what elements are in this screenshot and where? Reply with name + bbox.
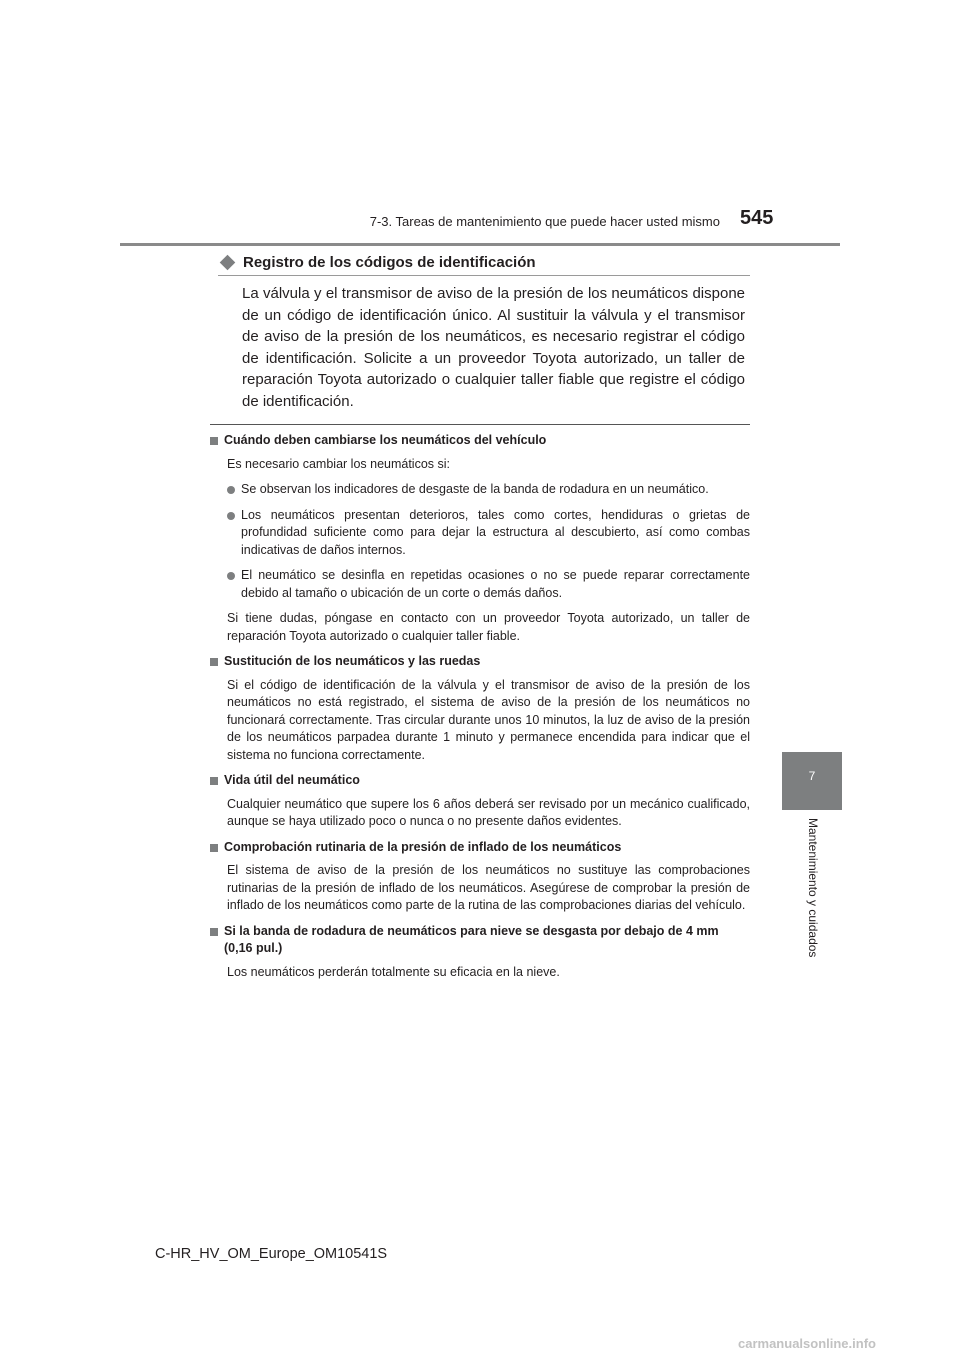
- note-title: Cuándo deben cambiarse los neumáticos del vehículo: [224, 433, 547, 447]
- section-divider: [210, 424, 750, 425]
- note-heading: [210, 839, 750, 857]
- round-bullet-icon: [227, 512, 235, 520]
- note-heading: [210, 772, 750, 790]
- square-bullet-icon: [210, 437, 218, 445]
- document-code: C-HR_HV_OM_Europe_OM10541S: [155, 1246, 388, 1262]
- diamond-icon: [220, 255, 236, 271]
- round-bullet-icon: [227, 572, 235, 580]
- header-rule: [120, 243, 840, 246]
- subsection-title: Registro de los códigos de identificación: [243, 254, 536, 271]
- running-header: 7-3. Tareas de mantenimiento que puede hacer usted mismo: [369, 214, 720, 229]
- note-title: Vida útil del neumático: [224, 773, 360, 787]
- subsection-heading: [218, 254, 750, 276]
- note-heading: [210, 923, 750, 958]
- note-title: Comprobación rutinaria de la presión de inflado de los neumáticos: [224, 839, 622, 854]
- note-title: Sustitución de los neumáticos y las ruedas: [224, 654, 481, 668]
- list-item: [227, 567, 750, 602]
- chapter-label: Mantenimiento y cuidados: [806, 818, 820, 958]
- square-bullet-icon: [210, 928, 218, 936]
- list-item-text: Se observan los indicadores de desgaste de la banda de rodadura en un neumático.: [241, 482, 709, 496]
- note-outro: Si tiene dudas, póngase en contacto con un proveedor Toyota autorizado, un taller de reparación Toyota autorizado o cualquier taller fiable.: [227, 611, 750, 643]
- chapter-tab: 7: [782, 752, 842, 810]
- note-heading: [210, 653, 750, 671]
- note-title: Si la banda de rodadura de neumáticos para nieve se desgasta por debajo de 4 mm (0,16 pul.): [224, 923, 719, 955]
- note-intro: Es necesario cambiar los neumáticos si:: [227, 456, 451, 471]
- square-bullet-icon: [210, 777, 218, 785]
- note-body: Si el código de identificación de la válvula y el transmisor de aviso de la presión de los neumáticos no está registrado, el sistema de aviso de la presión de los neumáticos no funcionará correctamente. Tras circular durante unos 10 minutos, la luz de aviso de la presión de los neumáticos parpadea durante 1 minuto y permanece encendida para indicar que el sistema no funciona correctamente.: [227, 677, 750, 762]
- list-item: [227, 481, 750, 499]
- square-bullet-icon: [210, 658, 218, 666]
- page-number: 545: [740, 207, 774, 229]
- list-item-text: El neumático se desinfla en repetidas ocasiones o no se puede reparar correctamente debido al tamaño o ubicación de un corte o demás daños.: [241, 568, 750, 600]
- subsection-body: La válvula y el transmisor de aviso de la presión de los neumáticos dispone de un código de identificación único. Al sustituir la válvula y el transmisor de aviso de la presión de los neumáticos, es necesario registrar el código de identificación. Solicite a un proveedor Toyota autorizado, un taller de reparación Toyota autorizado o cualquier taller fiable que registre el código de identificación.: [242, 285, 745, 410]
- list-item: [227, 507, 750, 560]
- square-bullet-icon: [210, 844, 218, 852]
- round-bullet-icon: [227, 486, 235, 494]
- note-body: El sistema de aviso de la presión de los neumáticos no sustituye las comprobaciones rutinarias de la presión de inflado de los neumáticos. Asegúrese de comprobar la presión de inflado de los neumáticos como parte de la rutina de las comprobaciones diarias del vehículo.: [227, 863, 750, 912]
- note-body: Cualquier neumático que supere los 6 años deberá ser revisado por un mecánico cualificado, aunque se haya utilizado poco o nunca o no presente daños evidentes.: [227, 796, 750, 828]
- watermark-link[interactable]: carmanualsonline.info: [738, 1336, 876, 1351]
- note-body: Los neumáticos perderán totalmente su eficacia en la nieve.: [227, 964, 560, 979]
- notes-section: [210, 432, 750, 989]
- list-item-text: Los neumáticos presentan deterioros, tales como cortes, hendiduras o grietas de profundidad suficiente como para dejar la estructura al descubierto, así como combas indicativas de daños internos.: [241, 507, 750, 557]
- note-heading: [210, 432, 750, 450]
